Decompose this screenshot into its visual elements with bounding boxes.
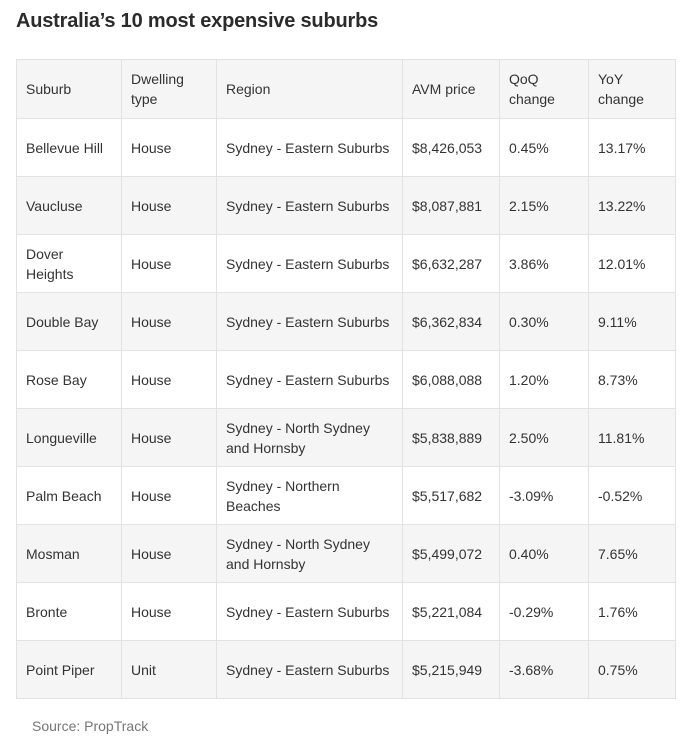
cell-qoq-change: 2.15% (500, 177, 589, 235)
header-suburb: Suburb (17, 60, 122, 119)
table-row (17, 119, 676, 177)
cell-avm-price: $5,517,682 (403, 467, 500, 525)
table-row (17, 177, 676, 235)
cell-region: Sydney - Eastern Suburbs (217, 235, 403, 293)
suburbs-table (16, 59, 676, 699)
cell-region: Sydney - Northern Beaches (217, 467, 403, 525)
cell-region: Sydney - Eastern Suburbs (217, 177, 403, 235)
cell-qoq-change: 0.40% (500, 525, 589, 583)
cell-region: Sydney - Eastern Suburbs (217, 293, 403, 351)
cell-suburb: Longueville (17, 409, 122, 467)
cell-region: Sydney - Eastern Suburbs (217, 583, 403, 641)
cell-dwelling-type: House (122, 177, 217, 235)
cell-dwelling-type: House (122, 525, 217, 583)
header-dwelling-type: Dwelling type (122, 60, 217, 119)
header-qoq-change: QoQ change (500, 60, 589, 119)
cell-dwelling-type: Unit (122, 641, 217, 699)
cell-suburb: Palm Beach (17, 467, 122, 525)
table-row (17, 525, 676, 583)
cell-qoq-change: 0.45% (500, 119, 589, 177)
cell-region: Sydney - North Sydney and Hornsby (217, 409, 403, 467)
cell-avm-price: $5,221,084 (403, 583, 500, 641)
source-note: Source: PropTrack (32, 718, 149, 734)
table-row (17, 641, 676, 699)
cell-qoq-change: 1.20% (500, 351, 589, 409)
cell-suburb: Dover Heights (17, 235, 122, 293)
table-row (17, 467, 676, 525)
cell-suburb: Bellevue Hill (17, 119, 122, 177)
cell-avm-price: $6,632,287 (403, 235, 500, 293)
cell-region: Sydney - North Sydney and Hornsby (217, 525, 403, 583)
header-avm-price: AVM price (403, 60, 500, 119)
table-row (17, 409, 676, 467)
cell-region: Sydney - Eastern Suburbs (217, 351, 403, 409)
cell-avm-price: $5,499,072 (403, 525, 500, 583)
cell-yoy-change: 8.73% (589, 351, 676, 409)
cell-yoy-change: 9.11% (589, 293, 676, 351)
cell-region: Sydney - Eastern Suburbs (217, 119, 403, 177)
cell-yoy-change: 11.81% (589, 409, 676, 467)
cell-suburb: Mosman (17, 525, 122, 583)
cell-yoy-change: 1.76% (589, 583, 676, 641)
cell-yoy-change: 7.65% (589, 525, 676, 583)
cell-yoy-change: 13.17% (589, 119, 676, 177)
cell-suburb: Bronte (17, 583, 122, 641)
cell-avm-price: $6,088,088 (403, 351, 500, 409)
header-yoy-change: YoY change (589, 60, 676, 119)
header-region: Region (217, 60, 403, 119)
cell-dwelling-type: House (122, 583, 217, 641)
cell-avm-price: $8,087,881 (403, 177, 500, 235)
cell-yoy-change: 0.75% (589, 641, 676, 699)
page-title: Australia’s 10 most expensive suburbs (16, 10, 379, 32)
cell-avm-price: $5,215,949 (403, 641, 500, 699)
cell-dwelling-type: House (122, 235, 217, 293)
cell-qoq-change: 3.86% (500, 235, 589, 293)
cell-qoq-change: 0.30% (500, 293, 589, 351)
table-row (17, 583, 676, 641)
cell-suburb: Point Piper (17, 641, 122, 699)
cell-dwelling-type: House (122, 293, 217, 351)
cell-qoq-change: -3.68% (500, 641, 589, 699)
cell-suburb: Rose Bay (17, 351, 122, 409)
cell-dwelling-type: House (122, 409, 217, 467)
cell-avm-price: $8,426,053 (403, 119, 500, 177)
cell-qoq-change: 2.50% (500, 409, 589, 467)
cell-dwelling-type: House (122, 467, 217, 525)
table-row (17, 351, 676, 409)
cell-yoy-change: 13.22% (589, 177, 676, 235)
cell-avm-price: $5,838,889 (403, 409, 500, 467)
suburbs-table-container (16, 59, 675, 699)
table-header-row (17, 60, 676, 119)
table-row (17, 293, 676, 351)
cell-region: Sydney - Eastern Suburbs (217, 641, 403, 699)
cell-dwelling-type: House (122, 351, 217, 409)
cell-suburb: Double Bay (17, 293, 122, 351)
cell-avm-price: $6,362,834 (403, 293, 500, 351)
table-row (17, 235, 676, 293)
cell-suburb: Vaucluse (17, 177, 122, 235)
cell-qoq-change: -3.09% (500, 467, 589, 525)
cell-yoy-change: -0.52% (589, 467, 676, 525)
cell-qoq-change: -0.29% (500, 583, 589, 641)
cell-yoy-change: 12.01% (589, 235, 676, 293)
cell-dwelling-type: House (122, 119, 217, 177)
